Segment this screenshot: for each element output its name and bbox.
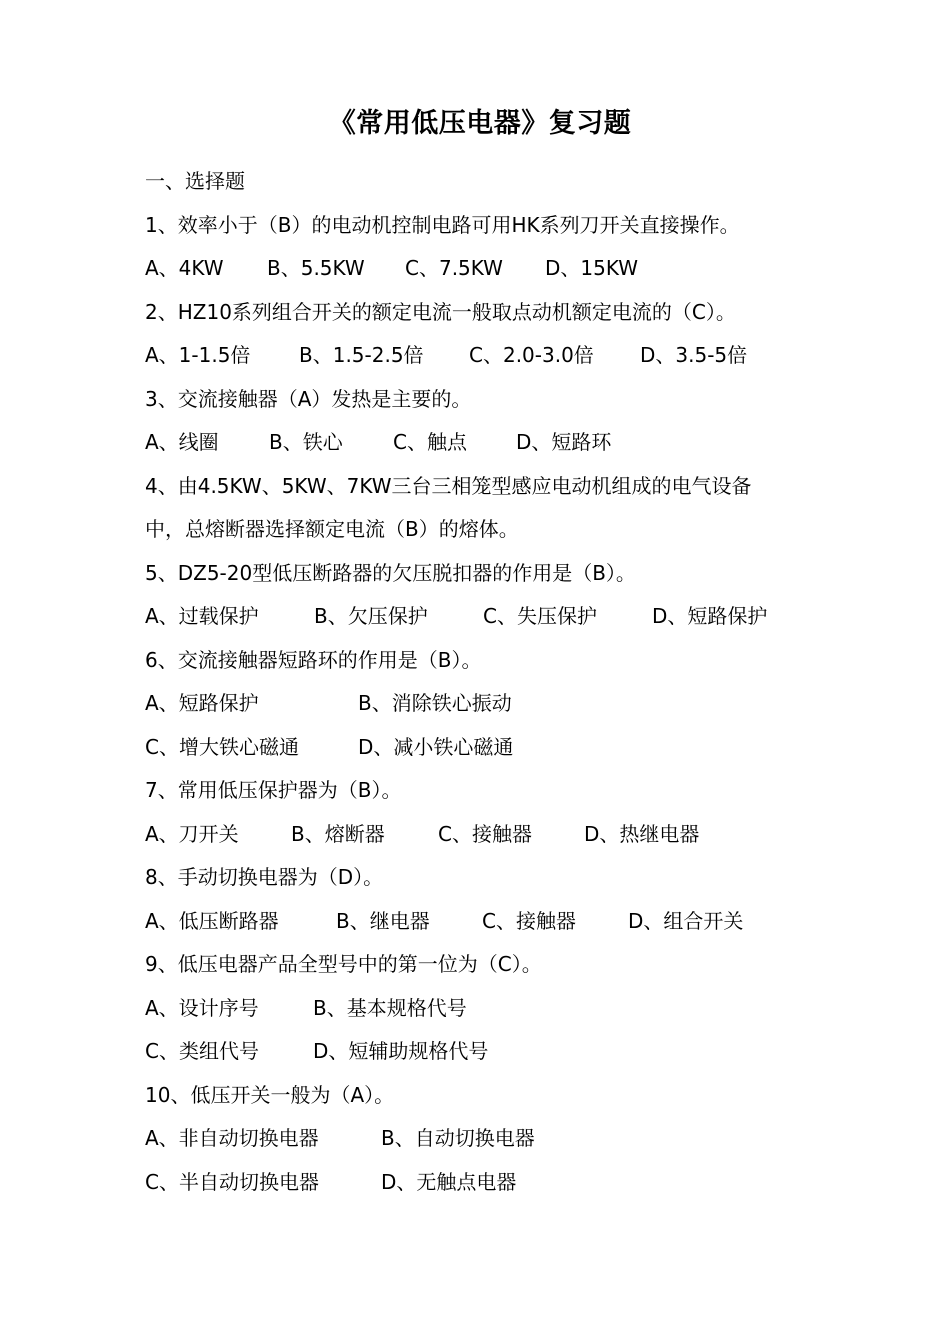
- question-8: 8、手动切换电器为（D）。: [145, 865, 384, 889]
- option: C、失压保护: [483, 604, 597, 628]
- option: D、3.5-5倍: [640, 343, 748, 367]
- document-title: 《常用低压电器》复习题: [328, 108, 632, 139]
- question-3: 3、交流接触器（A）发热是主要的。: [145, 387, 472, 411]
- option: A、4KW: [145, 256, 224, 280]
- option: B、熔断器: [291, 822, 385, 846]
- option: D、减小铁心磁通: [358, 735, 514, 759]
- option: C、接触器: [482, 909, 576, 933]
- question-10: 10、低压开关一般为（A）。: [145, 1083, 395, 1107]
- question-2-options: [145, 341, 825, 369]
- option: B、继电器: [336, 909, 430, 933]
- option: A、短路保护: [145, 691, 259, 715]
- option: A、非自动切换电器: [145, 1126, 319, 1150]
- option: C、2.0-3.0倍: [469, 343, 594, 367]
- question-10-options-row-2: [145, 1168, 825, 1196]
- question-1-options: [145, 254, 825, 282]
- option: D、热继电器: [584, 822, 700, 846]
- question-8-options: [145, 907, 825, 935]
- question-3-options: [145, 428, 825, 456]
- question-4: 4、由4.5KW、5KW、7KW三台三相笼型感应电动机组成的电气设备: [145, 474, 752, 498]
- option: A、设计序号: [145, 996, 259, 1020]
- question-7: 7、常用低压保护器为（B）。: [145, 778, 402, 802]
- option: A、刀开关: [145, 822, 239, 846]
- option: C、触点: [393, 430, 467, 454]
- option: A、线圈: [145, 430, 219, 454]
- question-2: 2、HZ10系列组合开关的额定电流一般取点动机额定电流的（C）。: [145, 300, 736, 324]
- option: D、无触点电器: [381, 1170, 517, 1194]
- question-10-options-row-1: [145, 1124, 825, 1152]
- question-9: 9、低压电器产品全型号中的第一位为（C）。: [145, 952, 542, 976]
- option: B、1.5-2.5倍: [299, 343, 424, 367]
- option: B、5.5KW: [267, 256, 365, 280]
- question-6: 6、交流接触器短路环的作用是（B）。: [145, 648, 482, 672]
- question-4-continued: 中，总熔断器选择额定电流（B）的熔体。: [145, 517, 519, 541]
- option: D、短路保护: [652, 604, 768, 628]
- option: B、铁心: [269, 430, 343, 454]
- question-1: 1、效率小于（B）的电动机控制电路可用HK系列刀开关直接操作。: [145, 213, 740, 237]
- option: A、1-1.5倍: [145, 343, 251, 367]
- option: B、欠压保护: [314, 604, 428, 628]
- option: C、类组代号: [145, 1039, 259, 1063]
- option: B、基本规格代号: [313, 996, 467, 1020]
- option: D、短辅助规格代号: [313, 1039, 489, 1063]
- option: D、组合开关: [628, 909, 744, 933]
- section-heading: 一、选择题: [145, 169, 245, 193]
- question-7-options: [145, 820, 825, 848]
- option: B、自动切换电器: [381, 1126, 535, 1150]
- question-9-options-row-1: [145, 994, 825, 1022]
- question-6-options-row-2: [145, 733, 825, 761]
- option: C、增大铁心磁通: [145, 735, 299, 759]
- option: D、短路环: [516, 430, 612, 454]
- option: D、15KW: [545, 256, 639, 280]
- option: C、半自动切换电器: [145, 1170, 319, 1194]
- option: A、低压断路器: [145, 909, 279, 933]
- question-9-options-row-2: [145, 1037, 825, 1065]
- question-5-options: [145, 602, 825, 630]
- question-5: 5、DZ5-20型低压断路器的欠压脱扣器的作用是（B）。: [145, 561, 636, 585]
- option: C、接触器: [438, 822, 532, 846]
- option: B、消除铁心振动: [358, 691, 512, 715]
- option: A、过载保护: [145, 604, 259, 628]
- option: C、7.5KW: [405, 256, 503, 280]
- question-6-options-row-1: [145, 689, 825, 717]
